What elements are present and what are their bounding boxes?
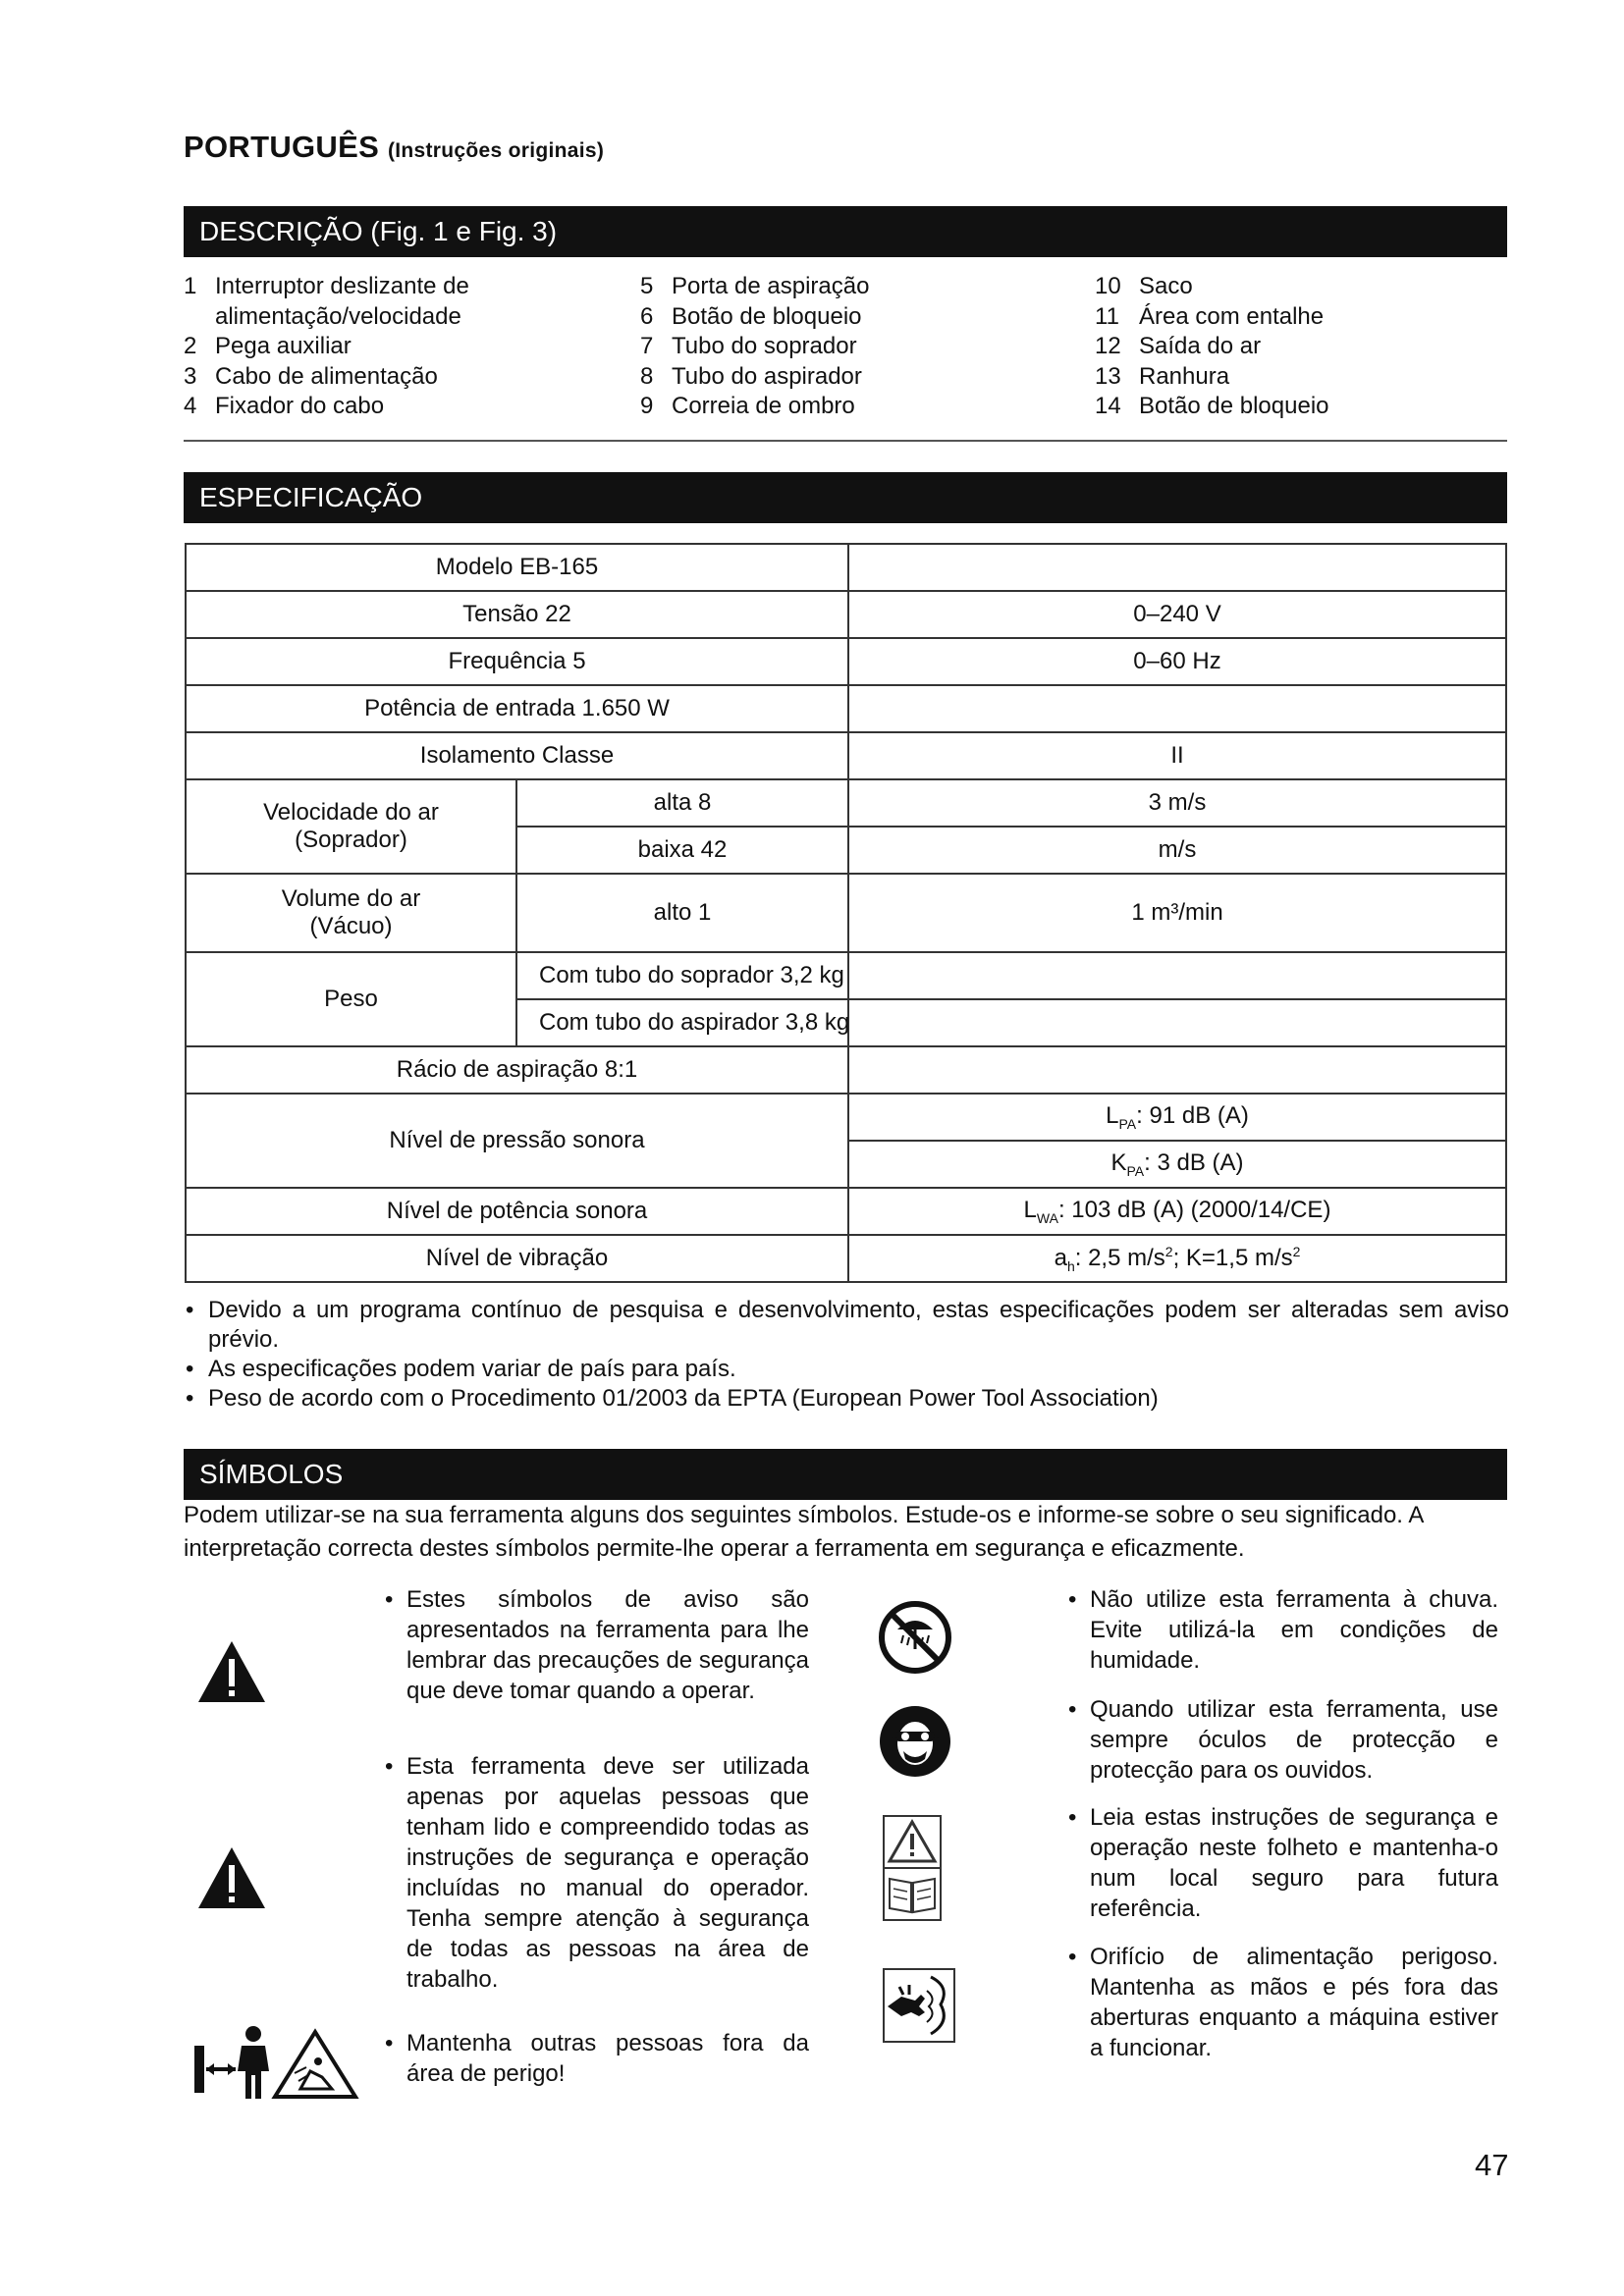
table-row <box>186 638 1506 685</box>
symbol-text: • Estes símbolos de aviso são apresentados na ferramenta para lhe lembrar das precauções de segurança que deve tomar quando a operar. <box>406 1584 809 1706</box>
spec-value-lpa: $L_{PA}$: 91 dB (A) <box>848 1094 1506 1141</box>
table-row <box>186 1046 1506 1094</box>
spec-label: Frequência 5 <box>186 638 848 685</box>
section-heading-especificacao: ESPECIFICAÇÃO <box>184 472 1507 523</box>
list-item: 3 Cabo de alimentação <box>184 362 438 390</box>
symbol-text: • Não utilize esta ferramenta à chuva. Evite utilizá-la em condições de humidade. <box>1090 1584 1498 1676</box>
table-row <box>186 685 1506 732</box>
list-item: • Peso de acordo com o Procedimento 01/2003 da EPTA (European Power Tool Association) <box>184 1384 1509 1414</box>
list-item: 1 Interruptor deslizante de <box>184 273 469 299</box>
list-item: 13 Ranhura <box>1095 362 1230 390</box>
section-heading-simbolos: SÍMBOLOS <box>184 1449 1507 1500</box>
list-item: 14 Botão de bloqueio <box>1095 393 1329 419</box>
spec-value: m/s <box>848 827 1506 874</box>
title-text: PORTUGUÊS <box>184 130 380 164</box>
list-item: 9 Correia de ombro <box>640 393 855 419</box>
divider <box>184 440 1507 442</box>
page-number: 47 <box>1475 2148 1509 2182</box>
spec-label-peso: Peso <box>186 952 516 1046</box>
table-row <box>186 874 1506 952</box>
table-row <box>186 732 1506 779</box>
read-manual-icon <box>882 1814 943 1922</box>
list-item: 5 Porta de aspiração <box>640 273 870 299</box>
spec-value <box>848 999 1506 1046</box>
protective-equipment-icon <box>878 1704 952 1779</box>
table-row <box>186 544 1506 591</box>
warning-triangle-icon <box>196 1845 267 1910</box>
spec-model: Modelo EB-165 <box>186 544 848 591</box>
table-row <box>186 1188 1506 1235</box>
symbol-text: • Mantenha outras pessoas fora da área de perigo! <box>406 2028 809 2089</box>
symbol-text: • Quando utilizar esta ferramenta, use sempre óculos de protecção e protecção para os ouvidos. <box>1090 1694 1498 1786</box>
no-rain-icon <box>878 1600 952 1675</box>
spec-sublabel: baixa 42 <box>516 827 848 874</box>
spec-value-lwa: $L_{WA}$: 103 dB (A) (2000/14/CE) <box>848 1188 1506 1235</box>
spec-value <box>848 685 1506 732</box>
spec-peso-aspirador: Com tubo do aspirador 3,8 kg <box>516 999 848 1046</box>
list-item: 2 Pega auxiliar <box>184 333 352 359</box>
spec-label-velocidade: Velocidade do ar (Soprador) <box>186 779 516 874</box>
title-subtitle: (Instruções originais) <box>387 139 605 162</box>
list-item: • Devido a um programa contínuo de pesquisa e desenvolvimento, estas especificações podem ser alteradas sem aviso prévio. <box>184 1296 1509 1355</box>
descricao-column-3 <box>1095 272 1329 422</box>
spec-label: Rácio de aspiração 8:1 <box>186 1046 848 1094</box>
list-item: 4 Fixador do cabo <box>184 393 385 419</box>
page-title <box>184 130 604 165</box>
spec-sublabel: alto 1 <box>516 874 848 952</box>
list-item: 6 Botão de bloqueio <box>640 302 862 330</box>
symbol-text: • Leia estas instruções de segurança e operação neste folheto e mantenha-o num local seguro para futura referência. <box>1090 1802 1498 1924</box>
list-item: 11 Área com entalhe <box>1095 302 1325 330</box>
spec-value-ah: $a_h$: 2,5 $m/s^2$; K=1,5 $m/s^2$ <box>848 1235 1506 1282</box>
descricao-column-2 <box>640 272 869 422</box>
spec-value: II <box>848 732 1506 779</box>
spec-label-volume: Volume do ar (Vácuo) <box>186 874 516 952</box>
spec-value <box>848 952 1506 999</box>
spec-value: 0–60 Hz <box>848 638 1506 685</box>
spec-sublabel: alta 8 <box>516 779 848 827</box>
simbolos-intro: Podem utilizar-se na sua ferramenta alguns dos seguintes símbolos. Estude-os e informe-se sobre o seu significado. A interpretação correcta destes símbolos permite-lhe operar a ferramenta em segurança e eficazmente. <box>184 1502 1424 1562</box>
list-item: • As especificações podem variar de país para país. <box>184 1355 1509 1384</box>
spec-notes <box>184 1296 1509 1414</box>
spec-table <box>185 543 1507 1283</box>
list-item: 12 Saída do ar <box>1095 333 1262 359</box>
warning-triangle-icon <box>196 1639 267 1704</box>
spec-label: Isolamento Classe <box>186 732 848 779</box>
spec-label: Nível de vibração <box>186 1235 848 1282</box>
symbol-text: • Esta ferramenta deve ser utilizada apenas por aquelas pessoas que tenham lido e compreendido todas as instruções de segurança e operação incluídas no manual do operador. Tenha sempre atenção à segurança de todas as pessoas na área de trabalho. <box>406 1751 809 1995</box>
spec-value: 1 m³/min <box>848 874 1506 952</box>
spec-value <box>848 1046 1506 1094</box>
list-item: 7 Tubo do soprador <box>640 333 857 359</box>
spec-value: 3 m/s <box>848 779 1506 827</box>
keep-distance-icon <box>192 2024 359 2101</box>
table-row <box>186 952 1506 999</box>
spec-label: Potência de entrada 1.650 W <box>186 685 848 732</box>
list-item: 10 Saco <box>1095 273 1193 299</box>
spec-model-value <box>848 544 1506 591</box>
spec-label: Nível de pressão sonora <box>186 1094 848 1188</box>
hand-intake-hazard-icon <box>882 1967 956 2044</box>
section-heading-descricao: DESCRIÇÃO (Fig. 1 e Fig. 3) <box>184 206 1507 257</box>
table-row <box>186 591 1506 638</box>
table-row <box>186 779 1506 827</box>
spec-label: Tensão 22 <box>186 591 848 638</box>
spec-value: 0–240 V <box>848 591 1506 638</box>
list-item: 8 Tubo do aspirador <box>640 362 862 390</box>
symbol-text: • Orifício de alimentação perigoso. Mantenha as mãos e pés fora das aberturas enquanto a máquina estiver a funcionar. <box>1090 1942 1498 2063</box>
descricao-column-1 <box>184 272 469 422</box>
list-item-continuation: alimentação/velocidade <box>215 302 461 330</box>
spec-label: Nível de potência sonora <box>186 1188 848 1235</box>
spec-value-kpa: $K_{PA}$: 3 dB (A) <box>848 1141 1506 1188</box>
table-row <box>186 1235 1506 1282</box>
table-row <box>186 1094 1506 1141</box>
spec-peso-soprador: Com tubo do soprador 3,2 kg <box>516 952 848 999</box>
